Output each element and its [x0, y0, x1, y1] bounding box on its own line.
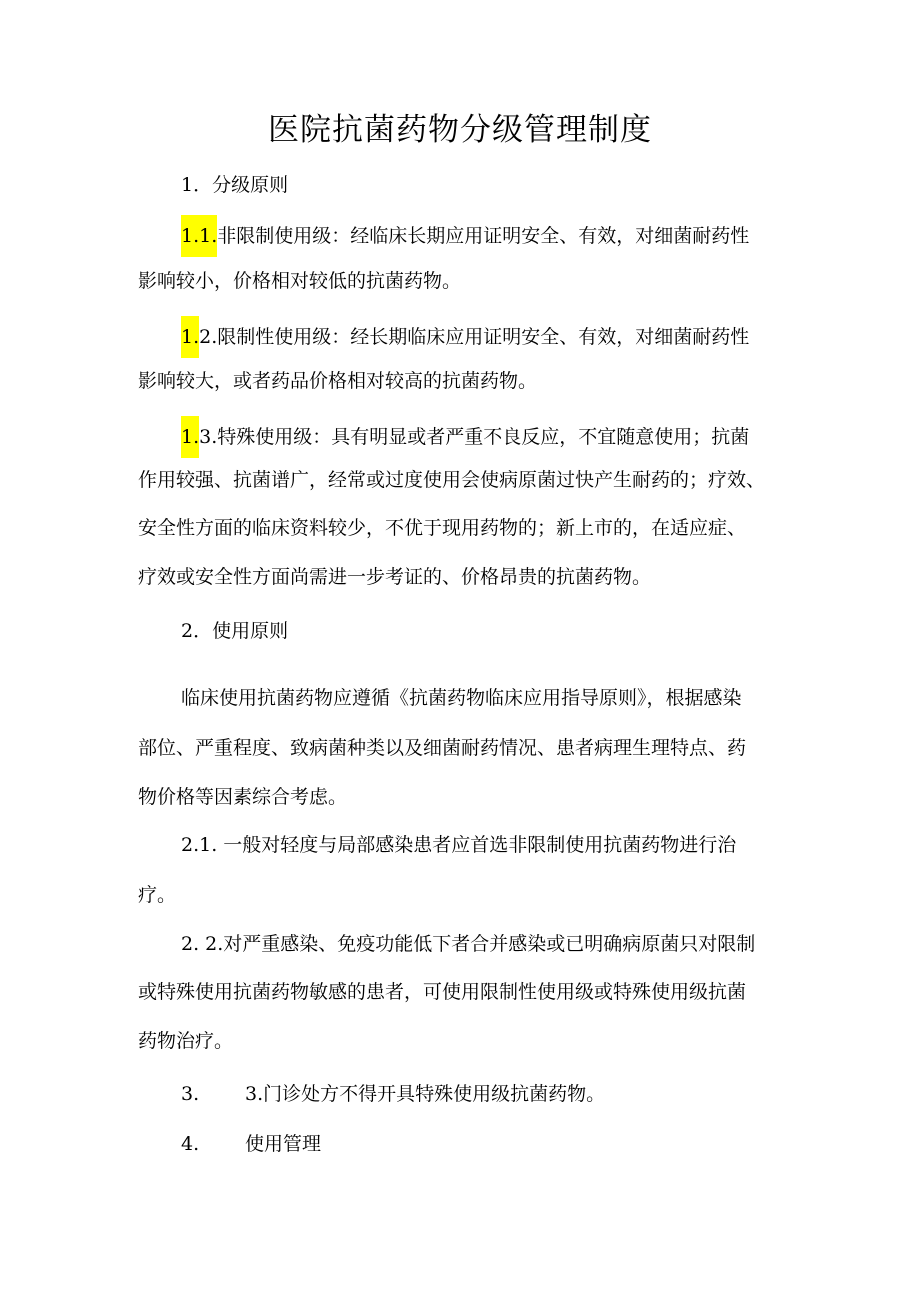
section-4-text: 使用管理 — [245, 1133, 322, 1155]
section-1-1-text: 非限制使用级：经临床长期应用证明安全、有效，对细菌耐药性 — [217, 225, 750, 247]
section-1-1-line-2: 影响较小，价格相对较低的抗菌药物。 — [138, 270, 462, 292]
section-2-intro-line-1: 临床使用抗菌药物应遵循《抗菌药物临床应用指导原则》，根据感染 — [181, 687, 742, 709]
highlight-marker: 1.1. — [181, 215, 217, 257]
section-1-3-line-1 — [181, 416, 749, 458]
section-2-1-line-1: 2.1. 一般对轻度与局部感染患者应首选非限制使用抗菌药物进行治 — [181, 834, 737, 856]
section-2-2-line-3: 药物治疗。 — [138, 1030, 234, 1052]
section-1-heading: 1．分级原则 — [181, 174, 289, 196]
section-4-line — [181, 1129, 321, 1159]
section-3-text: 3.门诊处方不得开具特殊使用级抗菌药物。 — [245, 1083, 606, 1105]
section-1-2-number: 2. — [199, 326, 218, 348]
section-1-3-number: 3. — [199, 426, 218, 448]
highlight-marker: 1. — [181, 316, 199, 358]
section-1-1-line-1 — [181, 215, 749, 257]
section-3-number: 3. — [181, 1083, 200, 1105]
section-2-1-line-2: 疗。 — [138, 884, 177, 906]
section-1-2-line-1 — [181, 316, 749, 358]
section-2-intro-line-3: 物价格等因素综合考虑。 — [138, 786, 348, 808]
section-1-3-line-3: 安全性方面的临床资料较少，不优于现用药物的；新上市的，在适应症、 — [138, 517, 747, 539]
section-1-2-line-2: 影响较大，或者药品价格相对较高的抗菌药物。 — [138, 370, 538, 392]
section-4-number: 4. — [181, 1133, 200, 1155]
section-1-3-text: 特殊使用级：具有明显或者严重不良反应，不宜随意使用；抗菌 — [217, 426, 750, 448]
section-1-2-text: 限制性使用级：经长期临床应用证明安全、有效，对细菌耐药性 — [217, 326, 750, 348]
highlight-marker: 1. — [181, 416, 199, 458]
section-2-heading: 2．使用原则 — [181, 620, 289, 642]
document-title: 医院抗菌药物分级管理制度 — [268, 112, 652, 148]
section-2-intro-line-2: 部位、严重程度、致病菌种类以及细菌耐药情况、患者病理生理特点、药 — [138, 737, 747, 759]
section-1-3-line-2: 作用较强、抗菌谱广，经常或过度使用会使病原菌过快产生耐药的；疗效、 — [138, 469, 766, 491]
section-2-2-line-1: 2. 2.对严重感染、免疫功能低下者合并感染或已明确病原菌只对限制 — [181, 933, 756, 955]
section-3-line — [181, 1079, 605, 1109]
section-1-3-line-4: 疗效或安全性方面尚需进一步考证的、价格昂贵的抗菌药物。 — [138, 566, 652, 588]
section-2-2-line-2: 或特殊使用抗菌药物敏感的患者，可使用限制性使用级或特殊使用级抗菌 — [138, 981, 747, 1003]
